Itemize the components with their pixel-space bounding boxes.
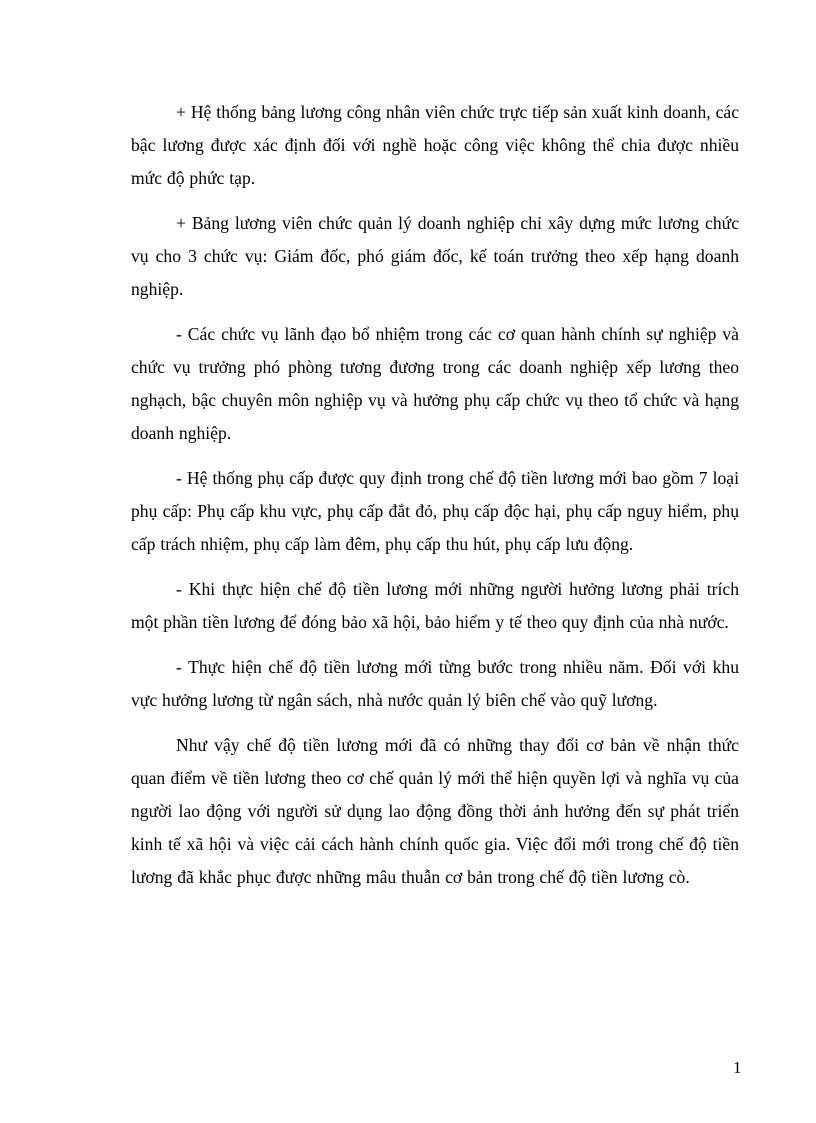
page-number: 1 xyxy=(733,1058,742,1077)
paragraph-payroll-system-direct-production: + Hệ thống bảng lương công nhân viên chức trực tiếp sản xuất kinh doanh, các bậc lương được xác định đối với nghề hoặc công việc không thể chia được nhiều mức độ phức tạp. xyxy=(131,102,739,188)
document-body xyxy=(131,96,739,906)
paragraph-allowance-system: - Hệ thống phụ cấp được quy định trong chế độ tiền lương mới bao gồm 7 loại phụ cấp: Phụ cấp khu vực, phụ cấp đắt đỏ, phụ cấp độc hại, phụ cấp nguy hiểm, phụ cấp trách nhiệm, phụ cấp làm đêm, phụ cấp thu hút, phụ cấp lưu động. xyxy=(131,468,739,554)
paragraph-phased-implementation: - Thực hiện chế độ tiền lương mới từng bước trong nhiều năm. Đối với khu vực hưởng lương từ ngân sách, nhà nước quản lý biên chế vào quỹ lương. xyxy=(131,657,739,710)
paragraph-leadership-positions: - Các chức vụ lãnh đạo bổ nhiệm trong các cơ quan hành chính sự nghiệp và chức vụ trưởng phó phòng tương đương trong các doanh nghiệp xếp lương theo nghạch, bậc chuyên môn nghiệp vụ và hưởng phụ cấp chức vụ theo tổ chức và hạng doanh nghiệp. xyxy=(131,324,739,443)
paragraph-social-insurance: - Khi thực hiện chế độ tiền lương mới những người hưởng lương phải trích một phần tiền lương để đóng bảo xã hội, bảo hiểm y tế theo quy định của nhà nước. xyxy=(131,579,739,632)
paragraph-conclusion: Như vậy chế độ tiền lương mới đã có những thay đổi cơ bản về nhận thức quan điểm về tiền lương theo cơ chế quản lý mới thể hiện quyền lợi và nghĩa vụ của người lao động với người sử dụng lao động đồng thời ảnh hưởng đến sự phát triển kinh tế xã hội và việc cải cách hành chính quốc gia. Việc đổi mới trong chế độ tiền lương đã khắc phục được những mâu thuẫn cơ bản trong chế độ tiền lương cò. xyxy=(131,735,739,887)
paragraph-enterprise-management-salary: + Bảng lương viên chức quản lý doanh nghiệp chỉ xây dựng mức lương chức vụ cho 3 chức vụ: Giám đốc, phó giám đốc, kế toán trưởng theo xếp hạng doanh nghiệp. xyxy=(131,213,739,299)
